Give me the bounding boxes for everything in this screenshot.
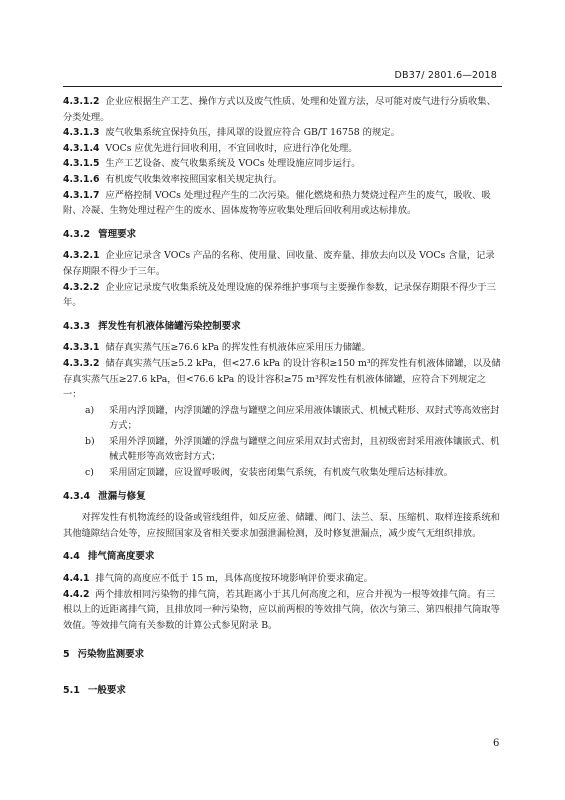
section-heading-4-3-4: 4.3.4 泄漏与修复 [63,490,146,502]
list-item-b: b) 采用外浮顶罐，外浮顶罐的浮盘与罐壁之间应采用双封式密封，且初级密封采用液体镶嵌式、机械式鞋形等高效密封方式； [85,435,500,463]
spacer [63,633,503,639]
header-rule [63,86,502,87]
clause-4-3-1-5: 4.3.1.5 生产工艺设备、废气收集系统及 VOCs 处理设施应同步运行。 [63,158,361,170]
clause-4-3-1-3: 4.3.1.3 废气收集系统宜保持负压，排风罩的设置应符合 GB/T 16758 的规定。 [63,127,400,139]
paragraph-4-3-4: 对挥发性有机物流经的设备或管线组件，如反应釜、储罐、阀门、法兰、泵、压缩机、取样连接系统和其他缝隙结合处等，应按照国家及省相关要求加强泄漏检测，及时修复泄漏点，减少废气无组织排放。 [63,512,500,539]
section-heading-5: 5 污染物监测要求 [63,649,145,661]
list-item-c: c) 采用固定顶罐，应设置呼吸阀，安装密闭集气系统，有机废气收集处理后达标排放。 [85,467,453,479]
clause-4-4-1: 4.4.1 排气筒的高度应不低于 15 m，具体高度按环境影响评价要求确定。 [63,573,373,585]
spacer [63,669,503,675]
section-heading-5-1: 5.1 一般要求 [63,685,126,696]
clause-4-3-1-6: 4.3.1.6 有机废气收集效率按照国家相关规定执行。 [63,173,283,185]
clause-4-3-1-7: 4.3.1.7 应严格控制 VOCs 处理过程产生的二次污染。催化燃烧和热力焚烧过程产生的废气，吸收、吸附、冷凝、生物处理过程产生的废水、固体废物等应收集处理后回收利用或达标排放。 [63,189,491,217]
clause-4-3-2-1: 4.3.2.1 企业应记录含 VOCs 产品的名称、使用量、回收量、废弃量、排放去向以及 VOCs 含量，记录保存期限不得少于三年。 [63,250,495,277]
page-number: 6 [493,738,500,749]
document-body [63,94,503,705]
section-heading-4-3-2: 4.3.2 管理要求 [63,228,137,240]
clause-4-3-2-2: 4.3.2.2 企业应记录废气收集系统及处理设施的保养维护事项与主要操作参数，记录保存期限不得少于三年。 [63,281,496,309]
section-heading-4-4: 4.4 排气筒高度要求 [63,551,155,563]
list-item-a: a) 采用内浮顶罐，内浮顶罐的浮盘与罐壁之间应采用液体镶嵌式、机械式鞋形、双封式等高效密封方式； [85,404,500,432]
clause-4-4-2: 4.4.2 两个排放相同污染物的排气筒，若其距离小于其几何高度之和，应合并视为一根等效排气筒。有三根以上的近距离排气筒，且排放同一种污染物，应以前两根的等效排气筒，依次与第三、第四根排气筒取等效值。等效排气筒有关参数的计算公式参见附录 B。 [63,588,500,631]
clause-4-3-3-1: 4.3.3.1 储存真实蒸气压≥76.6 kPa 的挥发性有机液体应采用压力储罐。 [63,342,371,354]
page-header-code: DB37/ 2801.6—2018 [394,70,497,81]
clause-4-3-1-4: 4.3.1.4 VOCs 应优先进行回收利用，不宜回收时，应进行净化处理。 [63,142,358,154]
clause-4-3-3-2: 4.3.3.2 储存真实蒸气压≥5.2 kPa，但<27.6 kPa 的设计容积≥150 m³的挥发性有机液体储罐，以及储存真实蒸气压≥27.6 kPa，但<76.6 kPa 的设计容积≥75 m³挥发性有机液体储罐，应符合下列规定之一： [63,357,501,401]
section-heading-4-3-3: 4.3.3 挥发性有机液体储罐污染控制要求 [63,320,241,332]
clause-4-3-1-2: 4.3.1.2 企业应根据生产工艺、操作方式以及废气性质、处理和处置方法，尽可能对废气进行分质收集、分类处理。 [63,96,496,123]
